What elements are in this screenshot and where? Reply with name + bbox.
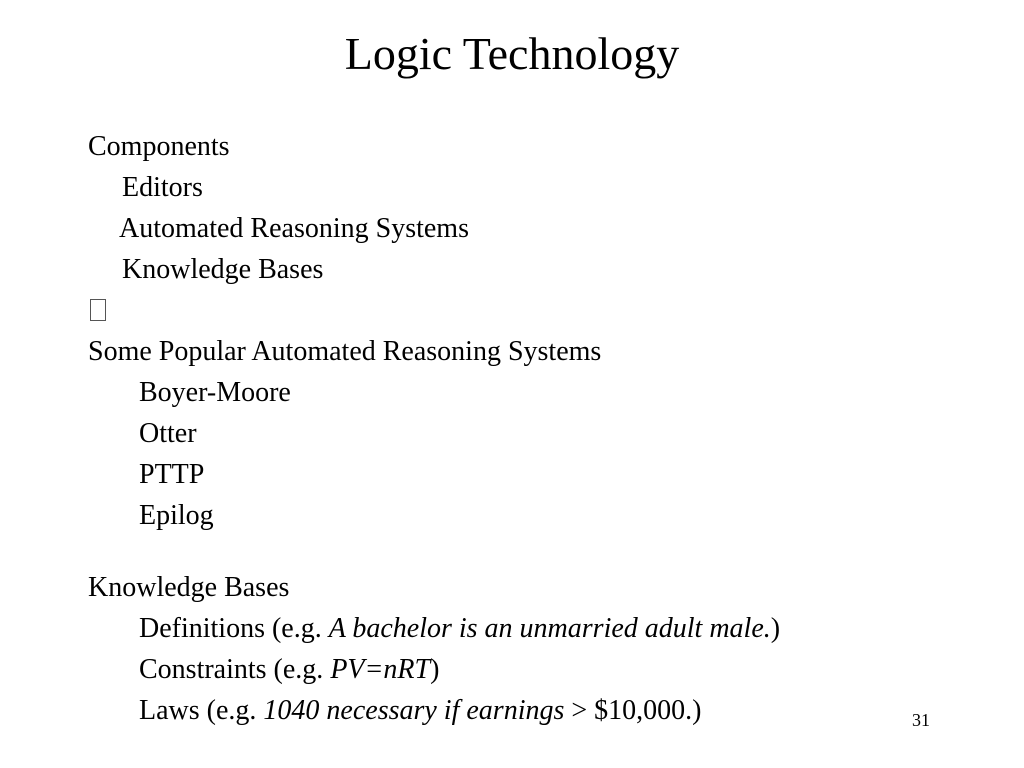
systems-heading: Some Popular Automated Reasoning Systems xyxy=(88,336,602,367)
components-item-automated-reasoning-systems: Automated Reasoning Systems xyxy=(119,213,469,244)
definitions-example: A bachelor is an unmarried adult male. xyxy=(328,613,771,644)
constraints-example: PV=nRT xyxy=(330,654,431,685)
knowledge-bases-constraints xyxy=(139,653,439,687)
constraints-suffix: ) xyxy=(430,654,440,685)
missing-glyph-icon xyxy=(90,299,106,321)
systems-item-boyer-moore: Boyer-Moore xyxy=(139,377,291,408)
slide-number: 31 xyxy=(912,710,930,730)
knowledge-bases-heading: Knowledge Bases xyxy=(88,572,290,603)
systems-item-pttp: PTTP xyxy=(139,459,205,490)
knowledge-bases-laws xyxy=(139,694,702,728)
systems-item-otter: Otter xyxy=(139,418,197,449)
laws-example: 1040 necessary if earnings xyxy=(263,695,565,726)
constraints-prefix: Constraints (e.g. xyxy=(139,654,331,685)
laws-suffix: > $10,000.) xyxy=(564,695,702,726)
components-heading: Components xyxy=(88,131,230,162)
systems-item-epilog: Epilog xyxy=(139,500,214,531)
definitions-suffix: ) xyxy=(770,613,781,644)
missing-glyph-line xyxy=(90,294,106,328)
laws-prefix: Laws (e.g. xyxy=(139,695,264,726)
slide-title: Logic Technology xyxy=(344,28,680,79)
components-item-knowledge-bases: Knowledge Bases xyxy=(122,254,324,285)
components-item-editors: Editors xyxy=(122,172,203,203)
knowledge-bases-definitions xyxy=(139,612,780,646)
definitions-prefix: Definitions (e.g. xyxy=(139,613,329,644)
